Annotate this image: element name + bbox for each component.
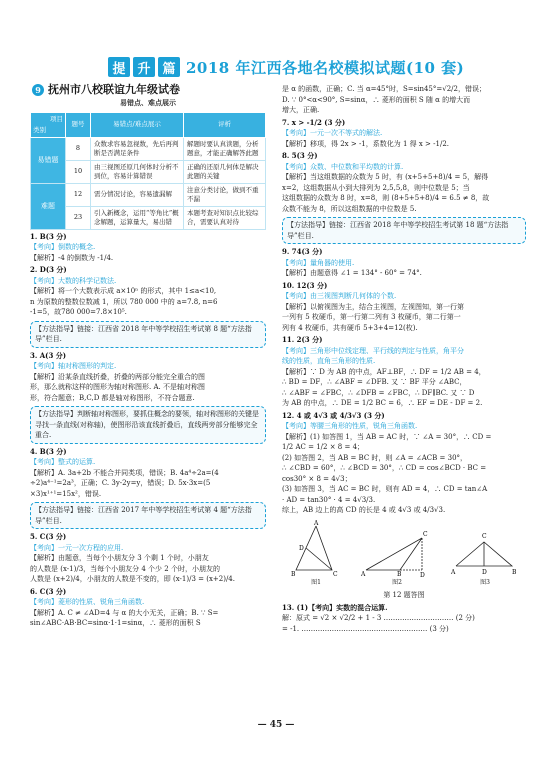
error-table: [30, 112, 266, 230]
solution-line: ÷2)a⁴⁻¹=2a³，正确；C. 3y-2y=y，错误；D. 5x·3x=(5: [30, 479, 211, 487]
solution-line: -1=5，故780 000=7.8×10⁵.: [30, 308, 127, 316]
figure-caption: 第 12 题答图: [383, 591, 425, 599]
header-title: 2018 年江西各地名校模拟试题(10 套): [186, 58, 465, 77]
solution-line: 【解析】以俯视图为主，结合主视图，左视图知，第一行第: [282, 302, 464, 311]
badge-2: 升: [133, 57, 155, 77]
badge-1: 提: [108, 57, 130, 77]
answer-heading: 3. A(3 分): [30, 350, 67, 360]
solution-line: 综上，AB 边上的高 CD 的长是 4 或 4√3 或 4/3√3.: [282, 506, 446, 514]
solution-line: 【解析】A. 3a+2b 不能合并同类项，错误；B. 4a⁴÷2a=(4: [30, 468, 219, 477]
category-cell: 易错题: [31, 137, 66, 183]
solution-line: 众数不能为 8，所以这组数据的中位数是 5.: [282, 204, 417, 213]
solution-line: 【解析】∵ D 为 AB 的中点，AF⊥BF，∴ DF = 1/2 AB = 4，: [282, 367, 486, 376]
answer-heading: 7. x > -1/2 (3 分): [282, 117, 346, 127]
page-number: — 45 —: [257, 720, 295, 730]
fig3-label-a: A: [451, 568, 456, 576]
analysis-cell: 注意分类讨论，做到不重不漏: [184, 183, 266, 206]
header-analysis: 评析: [184, 112, 266, 137]
table-row: [31, 183, 266, 206]
header-banner: [108, 56, 465, 78]
answer-heading: 2. D(3 分): [30, 265, 67, 274]
answer-heading: 1. B(3 分): [30, 231, 67, 241]
topic-tag: 【考向】菱形的性质、锐角三角函数.: [30, 598, 145, 606]
answer-heading: 8. 5(3 分): [282, 151, 318, 160]
method-tip: 【方法指导】链接：江西省 2017 年中等学校招生考试第 4 题“方法指导”栏目.: [30, 502, 266, 529]
solution-line: = -1. ……………………………………………… (3 分): [282, 624, 449, 633]
solution-line: cos30° × 8 = 4√3；: [282, 474, 352, 483]
solution-line: 【解析】移项，得 2x > -1，系数化为 1 得 x > -1/2.: [282, 139, 450, 148]
topic-tag: 【考向】由三视图判断几何体的个数.: [282, 292, 397, 300]
solution-line: 【解析】当这组数据的众数为 5 时，有 (x+5+5+8)/4 = 5，解得: [282, 173, 489, 181]
right-column: [282, 84, 526, 634]
solution-line: (3) 如答图 3，当 AC = BC 时，则有 AD = 4，∴ CD = tan∠A: [282, 485, 488, 493]
solution-line: 【解析】由题意，当每个小朋友分 3 个剩 1 个时，小朋友: [30, 554, 209, 562]
solution-line: 一列有 5 枚硬币，第一行第二列有 3 枚硬币，第二行第一: [282, 313, 461, 321]
fig3-label-c: C: [482, 532, 487, 540]
number-cell: 23: [66, 206, 91, 229]
number-cell: 10: [66, 160, 91, 183]
fig3-label-b: B: [512, 568, 517, 576]
figure-2: [360, 520, 434, 578]
table-row: [31, 160, 266, 183]
fig2-label-c: C: [423, 530, 428, 538]
solution-line: 人数是 (x+2)/4，小朋友的人数是不变的，即 (x-1)/3 = (x+2)/4.: [30, 575, 235, 583]
analysis-cell: 本题考查对知识点比较综合，需要认真对待: [184, 206, 266, 229]
fig1-label-a: A: [314, 519, 319, 527]
header-number: 题号: [66, 112, 91, 137]
topic-tag: 【考向】量角器的使用.: [282, 258, 355, 267]
topic-tag: 【考向】轴对称图形的判定.: [30, 362, 117, 370]
solution-line: · AD = tan30° · 4 = 4√3/3.: [282, 495, 376, 504]
topic-tag: 【考向】三角形中位线定理、平行线的判定与性质，角平分: [282, 346, 464, 355]
answer-heading: 6. C(3 分): [30, 586, 67, 596]
topic-tag: 【考向】大数的科学记数法.: [30, 276, 117, 285]
solution-line: 形，符合题意；B,C,D 都是轴对称图形，不符合题意.: [30, 393, 195, 402]
point-cell: 需分情况讨论，容易遗漏解: [91, 183, 184, 206]
analysis-cell: 解题时要认真读题，分析题意，才能正确解答此题: [184, 137, 266, 160]
method-tip: 【方法指导】判断轴对称图形，要抓住概念的要领，轴对称图形的关键是寻找一条直线(对称轴)，使图形沿该直线折叠后，直线两旁部分能够完全重合.: [30, 406, 266, 444]
fig2-label-a: A: [361, 570, 366, 578]
solution-line: 【解析】由题意得 ∠1 = 134° - 60° = 74°.: [282, 269, 422, 277]
answer-heading: 13. (1)【考向】实数的混合运算.: [282, 602, 388, 612]
table-row: [31, 137, 266, 160]
solution-line: 解：原式 = √2 × √2/2 + 1 - 3 ………………………… (2 分): [282, 614, 475, 622]
school-name: 抚州市八校联谊九年级试卷: [48, 82, 180, 96]
topic-tag: 【考向】一元一次方程的应用.: [30, 543, 124, 552]
answer-heading: 4. B(3 分): [30, 446, 67, 456]
corner-bottom-label: 类别: [33, 125, 46, 134]
fig1-label-d: D: [299, 544, 304, 552]
solution-line: 形，那么就称这样的图形为轴对称图形. A. 不是轴对称图: [30, 383, 205, 391]
solution-line: ×3)x¹⁺¹=15x²，错误.: [30, 489, 102, 498]
solution-line: 增大，正确.: [282, 106, 320, 114]
fig1-label-b: B: [291, 570, 296, 578]
figure-label-1: 图1: [311, 578, 321, 586]
point-cell: 众数求容易忽视数，先后再判断是否满足条件: [91, 137, 184, 160]
figure-label-2: 图2: [392, 578, 402, 586]
solution-line: 列有 4 枚硬币，共有硬币 5+3+4=12(枚).: [282, 323, 418, 332]
section-subtitle: 易错点、难点展示: [120, 98, 176, 107]
table-row: [31, 206, 266, 229]
solution-line: x=2，这组数据从小到大排列为 2,5,5,8，则中位数是 5；当: [282, 183, 470, 192]
solution-line: 【解析】沿某条直线折叠，折叠的两部分能完全重合的图: [30, 372, 205, 381]
solution-line: 的人数是 (x-1)/3，当每个小朋友分 4 个少 2 个时，小朋友的: [30, 564, 220, 573]
solution-line: 这组数据的众数为 8 时，x=8，则 (8+5+5+8)/4 = 6.5 ≠ 8，故: [282, 194, 490, 202]
left-answers: [30, 232, 266, 629]
figures: [288, 520, 520, 578]
topic-tag: 【考向】倒数的概念.: [30, 243, 96, 251]
solution-line: 是 α 的函数，正确；C. 当 α=45°时，S=sin45°=√2/2，错误；: [282, 85, 486, 93]
badge-3: 篇: [158, 57, 180, 77]
topic-tag: 【考向】整式的运算.: [30, 458, 96, 466]
figure-label-3: 图3: [480, 578, 490, 586]
section-number: 9: [32, 84, 44, 96]
topic-tag: 【考向】等腰三角形的性质，锐角三角函数.: [282, 422, 418, 430]
solution-line: (2) 如答图 2，当 AB = BC 时，则 ∠A = ∠ACB = 30°，: [282, 453, 468, 462]
number-cell: 8: [66, 137, 91, 160]
answer-heading: 10. 12(3 分): [282, 280, 328, 290]
solution-line: 1/2 AC = 1/2 × 8 = 4；: [282, 443, 365, 451]
table-corner: [31, 112, 66, 137]
header-point: 易错点/难点展示: [91, 112, 184, 137]
answer-heading: 11. 2(3 分): [282, 335, 323, 344]
left-column: [30, 84, 266, 629]
answer-heading: 12. 4 或 4√3 或 4/3√3 (3 分): [282, 410, 385, 420]
answer-heading: 5. C(3 分): [30, 532, 67, 541]
solution-line: ∴ ∠ABF = ∠FBC，∴ ∠DFB = ∠FBC，∴ DF∥BC. 又 ∵ D: [282, 388, 475, 397]
method-tip: 【方法指导】链接：江西省 2018 年中等学校招生考试第 8 题“方法指导”栏目.: [30, 321, 266, 348]
solution-line: n 为原数的整数位数减 1，所以 780 000 中的 a=7.8, n=6: [30, 297, 218, 306]
fig2-label-d: D: [420, 571, 425, 578]
method-tip: 【方法指导】链接：江西省 2018 年中等学校招生考试第 18 题“方法指导”栏目.: [282, 217, 526, 244]
solution-line: 为 AB 的中点，∴ DE = 1/2 BC = 6，∴ EF = DE - DF = 2.: [282, 399, 483, 407]
fig3-label-d: D: [482, 568, 487, 576]
figure-1: [288, 520, 344, 578]
right-answers: [282, 84, 526, 516]
figure-labels: [288, 578, 520, 589]
section-heading: [32, 84, 266, 96]
fig1-label-c: C: [333, 570, 338, 578]
header-badges: [108, 57, 180, 77]
solution-line: 【解析】A. C ≠ ∠AD=4 与 α 的大小无关，正确；B. ∵ S=: [30, 608, 219, 617]
analysis-cell: 正确的还原几何体是解决此题的关键: [184, 160, 266, 183]
point-cell: 引入新概念，运用“等角比”概念解题，运算量大，易出错: [91, 206, 184, 229]
topic-tag: 【考向】众数、中位数和平均数的计算.: [282, 162, 404, 171]
topic-tag: 【考向】一元一次不等式的解法.: [282, 129, 383, 137]
solution-line: ∴ BD = DF，∴ ∠ABF = ∠DFB. 又 ∵ BF 平分 ∠ABC，: [282, 378, 467, 386]
figure-3: [450, 520, 520, 578]
solution-line: 【解析】(1) 如答图 1，当 AB = AC 时，∵ ∠A = 30°，∴ CD =: [282, 432, 492, 441]
corner-top-label: 项目: [50, 114, 63, 123]
solution-line: sin∠ABC·AB·BC=sinα·1·1=sinα，∴ 菱形的面积 S: [30, 619, 201, 627]
solution-line: 【解析】将一个大数表示成 a×10ⁿ 的形式，其中 1≤a<10,: [30, 287, 217, 295]
fig2-label-b: B: [397, 570, 402, 578]
answer-heading: 9. 74(3 分): [282, 247, 323, 256]
solution-line: D. ∵ 0°<α<90°, S=sinα，∴ 菱形的面积 S 随 α 的增大而: [282, 95, 471, 104]
category-cell: 难题: [31, 183, 66, 229]
topic-tag: 线的性质，直角三角形的性质.: [282, 357, 376, 365]
solution-line: 【解析】-4 的倒数为 -1/4.: [30, 253, 114, 262]
number-cell: 12: [66, 183, 91, 206]
point-cell: 由三视图还原几何体时分析不到位，容易计算错误: [91, 160, 184, 183]
solution-line: ∴ ∠CBD = 60°，∴ ∠BCD = 30°，∴ CD = cos∠BCD · BC =: [282, 464, 487, 472]
right-tail-answers: [282, 603, 526, 635]
